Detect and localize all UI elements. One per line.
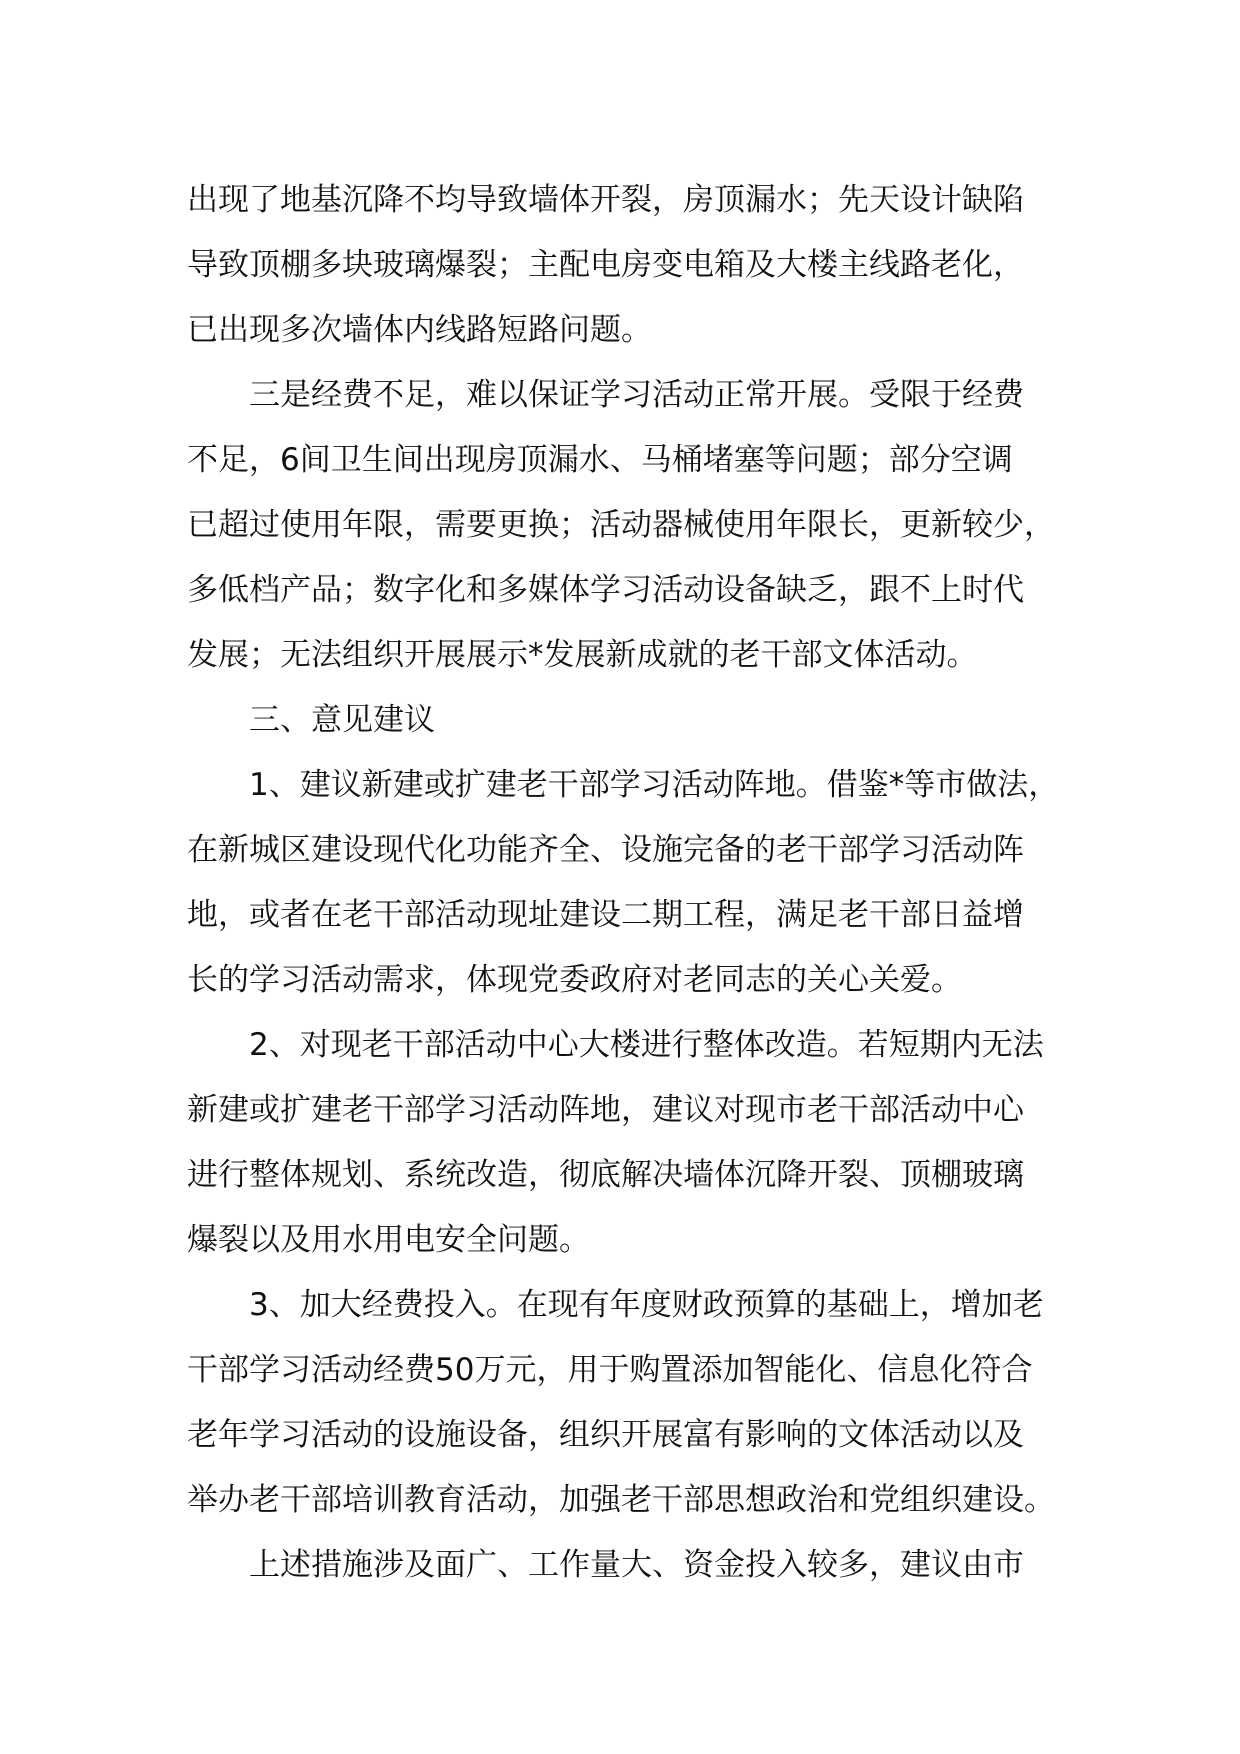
- text-line: 进行整体规划、系统改造，彻底解决墙体沉降开裂、顶棚玻璃: [187, 1157, 1024, 1193]
- text-line: 导致顶棚多块玻璃爆裂；主配电房变电箱及大楼主线路老化，: [187, 247, 1024, 283]
- text-line: 爆裂以及用水用电安全问题。: [187, 1222, 590, 1258]
- text-line: 新建或扩建老干部学习活动阵地，建议对现市老干部活动中心: [187, 1092, 1024, 1128]
- text-line: 在新城区建设现代化功能齐全、设施完备的老干部学习活动阵: [187, 832, 1024, 868]
- text-line: 发展；无法组织开展展示*发展新成就的老干部文体活动。: [187, 637, 978, 673]
- paragraph-start-line: 2、对现老干部活动中心大楼进行整体改造。若短期内无法: [249, 1027, 1044, 1063]
- paragraph-start-line: 3、加大经费投入。在现有年度财政预算的基础上，增加老: [249, 1287, 1044, 1323]
- text-line: 不足，6间卫生间出现房顶漏水、马桶堵塞等问题；部分空调: [187, 442, 1013, 478]
- text-line: 已出现多次墙体内线路短路问题。: [187, 312, 652, 348]
- paragraph-start-line: 1、建议新建或扩建老干部学习活动阵地。借鉴*等市做法，: [249, 767, 1060, 803]
- text-line: 干部学习活动经费50万元，用于购置添加智能化、信息化符合: [187, 1352, 1033, 1388]
- section-heading: 三、意见建议: [249, 702, 435, 738]
- document-body: [187, 168, 1087, 1598]
- text-line: 已超过使用年限，需要更换；活动器械使用年限长，更新较少，: [187, 507, 1055, 543]
- paragraph-start-line: 上述措施涉及面广、工作量大、资金投入较多，建议由市: [249, 1547, 1024, 1583]
- text-line: 举办老干部培训教育活动，加强老干部思想政治和党组织建设。: [187, 1482, 1055, 1518]
- text-line: 老年学习活动的设施设备，组织开展富有影响的文体活动以及: [187, 1417, 1024, 1453]
- paragraph-start-line: 三是经费不足，难以保证学习活动正常开展。受限于经费: [249, 377, 1024, 413]
- text-line: 地，或者在老干部活动现址建设二期工程，满足老干部日益增: [187, 897, 1024, 933]
- text-line: 出现了地基沉降不均导致墙体开裂，房顶漏水；先天设计缺陷: [187, 182, 1024, 218]
- text-line: 多低档产品；数字化和多媒体学习活动设备缺乏，跟不上时代: [187, 572, 1024, 608]
- text-line: 长的学习活动需求，体现党委政府对老同志的关心关爱。: [187, 962, 962, 998]
